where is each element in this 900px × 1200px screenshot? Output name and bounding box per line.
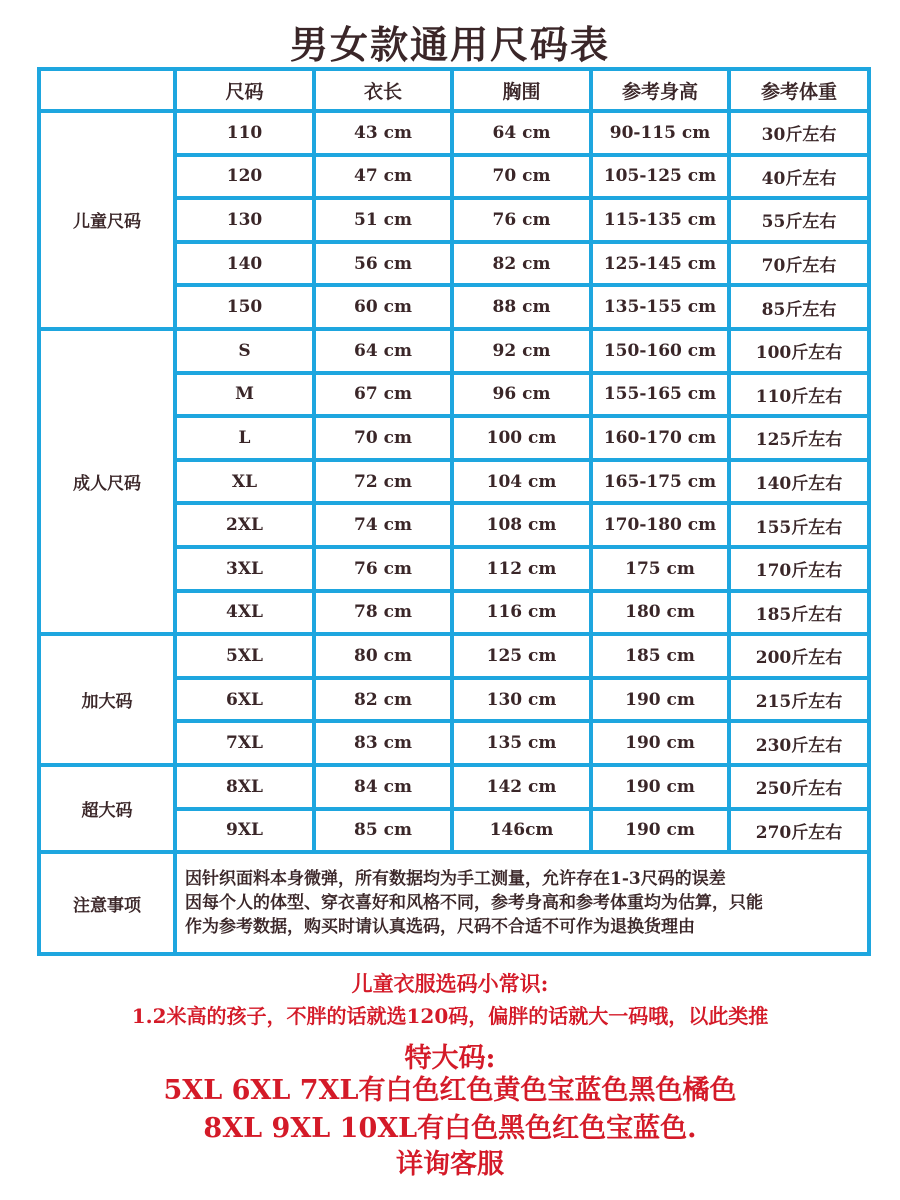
cell-height: 165-175 cm (593, 462, 731, 506)
big-size-title: 特大码: (404, 1043, 496, 1074)
cell-chest: 100 cm (454, 418, 593, 462)
table-row (41, 331, 867, 375)
cell-length: 60 cm (316, 287, 454, 331)
cell-size: 4XL (177, 593, 316, 637)
cell-chest: 76 cm (454, 200, 593, 244)
cell-length: 51 cm (316, 200, 454, 244)
cell-size: 8XL (177, 767, 316, 811)
cell-length: 67 cm (316, 375, 454, 419)
cell-size: 110 (177, 113, 316, 157)
cell-length: 70 cm (316, 418, 454, 462)
cell-size: 2XL (177, 505, 316, 549)
cell-size: 150 (177, 287, 316, 331)
notes-row (41, 854, 867, 952)
cell-height: 175 cm (593, 549, 731, 593)
cell-height: 190 cm (593, 680, 731, 724)
cell-chest: 70 cm (454, 157, 593, 201)
cell-length: 43 cm (316, 113, 454, 157)
cell-weight: 140斤左右 (731, 462, 867, 506)
cell-size: 140 (177, 244, 316, 288)
cell-size: 130 (177, 200, 316, 244)
cell-weight: 200斤左右 (731, 636, 867, 680)
table-row (41, 113, 867, 157)
cell-length: 85 cm (316, 811, 454, 855)
cell-chest: 64 cm (454, 113, 593, 157)
cell-length: 82 cm (316, 680, 454, 724)
cell-height: 135-155 cm (593, 287, 731, 331)
cell-chest: 142 cm (454, 767, 593, 811)
cell-length: 74 cm (316, 505, 454, 549)
cell-height: 125-145 cm (593, 244, 731, 288)
cell-chest: 146cm (454, 811, 593, 855)
cell-size: 5XL (177, 636, 316, 680)
header-empty (41, 71, 177, 113)
cell-size: 120 (177, 157, 316, 201)
cell-height: 185 cm (593, 636, 731, 680)
notes-label: 注意事项 (41, 854, 177, 952)
cell-height: 190 cm (593, 723, 731, 767)
cell-height: 170-180 cm (593, 505, 731, 549)
cell-length: 56 cm (316, 244, 454, 288)
notes-line: 因每个人的体型、穿衣喜好和风格不同，参考身高和参考体重均为估算，只能 (185, 893, 763, 914)
cell-chest: 104 cm (454, 462, 593, 506)
cell-weight: 250斤左右 (731, 767, 867, 811)
group-label: 超大码 (41, 767, 177, 854)
group-label: 儿童尺码 (41, 113, 177, 331)
cell-weight: 215斤左右 (731, 680, 867, 724)
table-row (41, 636, 867, 680)
cell-size: 9XL (177, 811, 316, 855)
cell-weight: 70斤左右 (731, 244, 867, 288)
notes-line: 作为参考数据，购买时请认真选码，尺码不合适不可作为退换货理由 (185, 917, 695, 938)
size-table (37, 67, 871, 956)
cell-weight: 155斤左右 (731, 505, 867, 549)
cell-length: 84 cm (316, 767, 454, 811)
cell-height: 190 cm (593, 767, 731, 811)
cell-weight: 230斤左右 (731, 723, 867, 767)
cell-height: 105-125 cm (593, 157, 731, 201)
cell-chest: 125 cm (454, 636, 593, 680)
cell-size: 7XL (177, 723, 316, 767)
cell-weight: 110斤左右 (731, 375, 867, 419)
cell-length: 64 cm (316, 331, 454, 375)
cell-length: 47 cm (316, 157, 454, 201)
cell-chest: 108 cm (454, 505, 593, 549)
cell-height: 150-160 cm (593, 331, 731, 375)
cell-chest: 116 cm (454, 593, 593, 637)
header-size: 尺码 (177, 71, 316, 113)
cell-height: 190 cm (593, 811, 731, 855)
cell-weight: 55斤左右 (731, 200, 867, 244)
cell-length: 83 cm (316, 723, 454, 767)
cell-length: 80 cm (316, 636, 454, 680)
cell-size: 3XL (177, 549, 316, 593)
cell-length: 78 cm (316, 593, 454, 637)
cell-length: 76 cm (316, 549, 454, 593)
tip-text: 1.2米高的孩子，不胖的话就选120码，偏胖的话就大一码哦，以此类推 (131, 1004, 769, 1028)
header-row (41, 71, 867, 113)
size-table-body (41, 71, 867, 952)
cell-chest: 88 cm (454, 287, 593, 331)
cell-weight: 100斤左右 (731, 331, 867, 375)
group-label: 加大码 (41, 636, 177, 767)
cell-length: 72 cm (316, 462, 454, 506)
cell-size: S (177, 331, 316, 375)
cell-weight: 270斤左右 (731, 811, 867, 855)
cell-weight: 40斤左右 (731, 157, 867, 201)
cell-height: 180 cm (593, 593, 731, 637)
cell-chest: 92 cm (454, 331, 593, 375)
header-height: 参考身高 (593, 71, 731, 113)
header-chest: 胸围 (454, 71, 593, 113)
cell-size: M (177, 375, 316, 419)
big-size-colors-2: 8XL 9XL 10XL有白色黑色红色宝蓝色. (203, 1113, 697, 1144)
tip-title: 儿童衣服选码小常识: (351, 971, 549, 996)
cell-height: 90-115 cm (593, 113, 731, 157)
cell-size: 6XL (177, 680, 316, 724)
cell-size: XL (177, 462, 316, 506)
cell-weight: 170斤左右 (731, 549, 867, 593)
cell-chest: 112 cm (454, 549, 593, 593)
header-length: 衣长 (316, 71, 454, 113)
notes-line: 因针织面料本身微弹，所有数据均为手工测量，允许存在1-3尺码的误差 (185, 869, 726, 890)
notes-text (177, 854, 867, 952)
cell-weight: 185斤左右 (731, 593, 867, 637)
cell-chest: 82 cm (454, 244, 593, 288)
contact-service: 详询客服 (396, 1149, 504, 1180)
cell-weight: 125斤左右 (731, 418, 867, 462)
cell-height: 155-165 cm (593, 375, 731, 419)
cell-weight: 30斤左右 (731, 113, 867, 157)
cell-weight: 85斤左右 (731, 287, 867, 331)
cell-height: 160-170 cm (593, 418, 731, 462)
cell-chest: 130 cm (454, 680, 593, 724)
header-weight: 参考体重 (731, 71, 867, 113)
page-title: 男女款通用尺码表 (289, 22, 610, 67)
cell-height: 115-135 cm (593, 200, 731, 244)
cell-chest: 135 cm (454, 723, 593, 767)
big-size-colors-1: 5XL 6XL 7XL有白色红色黄色宝蓝色黑色橘色 (163, 1075, 737, 1106)
cell-size: L (177, 418, 316, 462)
table-row (41, 767, 867, 811)
group-label: 成人尺码 (41, 331, 177, 636)
cell-chest: 96 cm (454, 375, 593, 419)
